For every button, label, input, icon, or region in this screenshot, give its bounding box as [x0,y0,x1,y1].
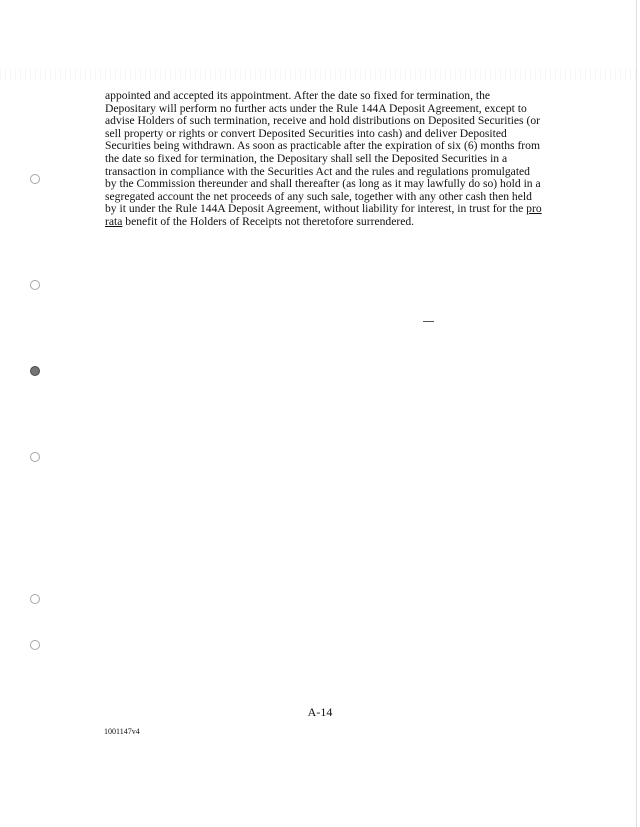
page-edge-line [636,0,637,827]
page-number: A-14 [307,705,333,719]
body-paragraph [105,90,543,229]
binding-hole-mark [30,640,40,650]
paragraph-text-part-1: appointed and accepted its appointment. After the date so fixed for termination, the Depositary will perform no further acts under the Rule 144A Deposit Agreement, except to advise Holders of such termination, receive and hold distributions on Deposited Securities (or sell property or rights or convert Deposited Securities into cash) and deliver Deposited Securities being withdrawn. As soon as practicable after the expiration of six (6) months from the date so fixed for termination, the Depositary shall sell the Deposited Securities in a transaction in compliance with the Securities Act and the rules and regulations promulgated by the Commission thereunder and shall thereafter (as long as it may lawfully do so) hold in a segregated account the net proceeds of any such sale, together with any other cash then held by it under the Rule 144A Deposit Agreement, without liability for interest, in trust for the [105,89,541,216]
scan-noise-band [0,68,640,80]
paragraph-text-part-2: benefit of the Holders of Receipts not theretofore surrendered. [122,214,415,228]
binding-hole-mark [30,452,40,462]
underlined-pro: pro [526,202,542,216]
stray-mark [423,321,434,322]
binding-hole-mark [30,280,40,290]
document-id: 1001147v4 [104,727,140,736]
underlined-rata: rata [105,214,123,228]
binding-hole-mark [30,366,40,376]
binding-hole-mark [30,594,40,604]
binding-hole-mark [30,174,40,184]
